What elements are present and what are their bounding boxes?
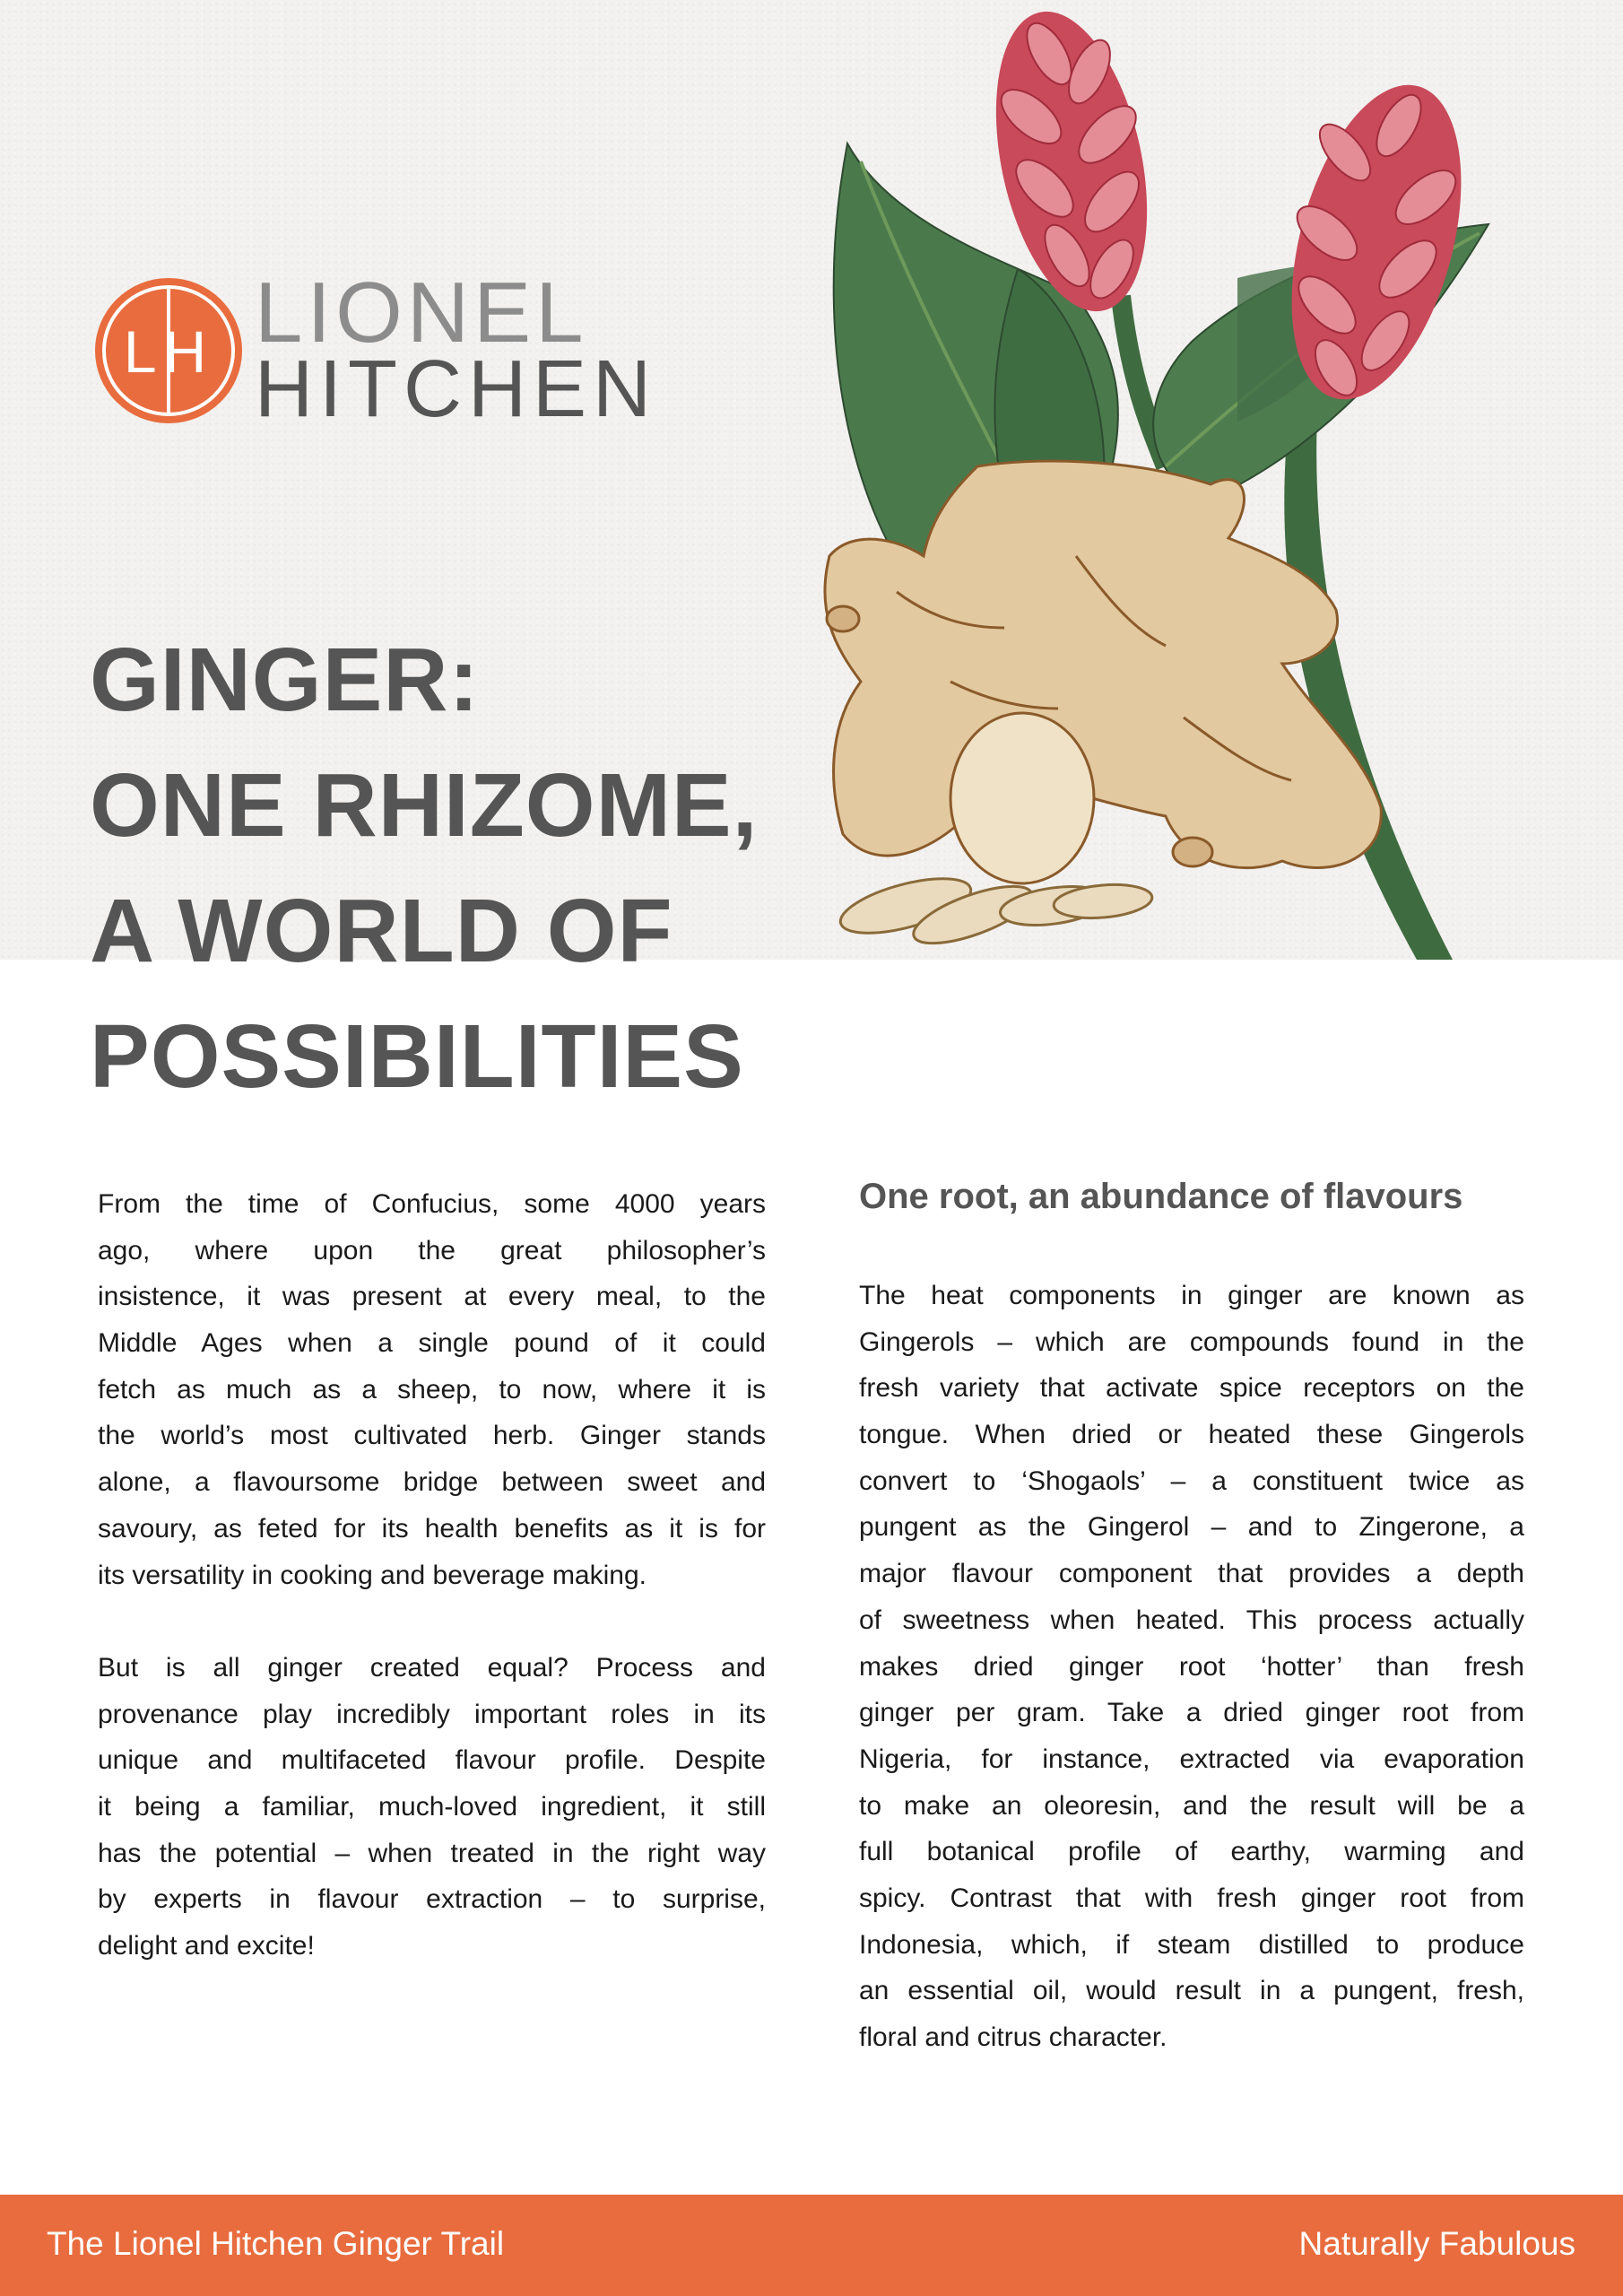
text-line: provenance play incredibly important roles in its <box>98 1699 766 1729</box>
title-line: ONE RHIZOME, <box>90 755 759 856</box>
text-line: full botanical profile of earthy, warming and <box>859 1837 1524 1867</box>
text-line: alone, a flavoursome bridge between sweet and <box>98 1467 766 1498</box>
text-line: delight and excite! <box>98 1931 315 1961</box>
logo-lionel: LIONEL <box>255 265 588 361</box>
text-line: From the time of Confucius, some 4000 years <box>98 1189 766 1219</box>
text-line: it being a familiar, much-loved ingredient, it still <box>98 1791 766 1822</box>
logo-monogram: LH <box>123 318 214 385</box>
logo-hitchen: HITCHEN <box>255 344 657 434</box>
text-line: insistence, it was present at every meal, to the <box>98 1282 766 1312</box>
text-line: spicy. Contrast that with fresh ginger root from <box>859 1883 1524 1913</box>
text-line: of sweetness when heated. This process actually <box>859 1605 1524 1635</box>
text-line: an essential oil, would result in a pungent, fresh, <box>859 1976 1524 2006</box>
text-line: unique and multifaceted flavour profile. Despite <box>98 1745 766 1776</box>
section-heading: One root, an abundance of flavours <box>859 1177 1463 1216</box>
text-line: the world’s most cultivated herb. Ginger stands <box>98 1421 766 1451</box>
text-line: by experts in flavour extraction – to surprise, <box>98 1884 766 1915</box>
text-line: ago, where upon the great philosopher’s <box>98 1235 766 1265</box>
title-line: GINGER: <box>90 630 480 730</box>
text-line: its versatility in cooking and beverage making. <box>98 1560 647 1590</box>
paragraph-gap <box>98 1598 766 1645</box>
text-line: ginger per gram. Take a dried ginger root from <box>859 1698 1524 1728</box>
text-line: savoury, as feted for its health benefits as it is for <box>98 1513 766 1544</box>
text-line: to make an oleoresin, and the result will be a <box>859 1790 1524 1821</box>
page-title <box>90 617 758 1119</box>
lh-logo-icon <box>93 276 244 425</box>
text-line: has the potential – when treated in the right way <box>98 1838 766 1868</box>
ginger-slices <box>835 867 1153 954</box>
title-line: POSSIBILITIES <box>90 1006 744 1107</box>
text-line: pungent as the Gingerol – and to Zingerone, a <box>859 1512 1524 1543</box>
text-line: convert to ‘Shogaols’ – a constituent twice as <box>859 1465 1524 1496</box>
footer-title: The Lionel Hitchen Ginger Trail <box>47 2225 505 2262</box>
text-line: makes dried ginger root ‘hotter’ than fresh <box>859 1651 1524 1682</box>
text-line: Indonesia, which, if steam distilled to produce <box>859 1929 1524 1960</box>
text-line: Middle Ages when a single pound of it could <box>98 1328 766 1359</box>
text-line: fresh variety that activate spice receptors on the <box>859 1373 1524 1404</box>
text-line: Gingerols – which are compounds found in the <box>859 1326 1524 1357</box>
right-column-text <box>859 1273 1524 2061</box>
title-line: A WORLD OF <box>90 881 673 981</box>
text-line: But is all ginger created equal? Process and <box>98 1652 766 1683</box>
text-line: The heat components in ginger are known as <box>859 1281 1524 1310</box>
text-line: major flavour component that provides a depth <box>859 1559 1524 1589</box>
footer-tagline: Naturally Fabulous <box>1298 2225 1575 2262</box>
footer-bar <box>0 2195 1623 2296</box>
left-column-text <box>98 1181 766 1970</box>
text-line: tongue. When dried or heated these Gingerols <box>859 1420 1524 1450</box>
text-line: fetch as much as a sheep, to now, where it is <box>98 1374 766 1405</box>
text-line: floral and citrus character. <box>859 2022 1167 2052</box>
text-line: Nigeria, for instance, extracted via evaporation <box>859 1744 1524 1774</box>
